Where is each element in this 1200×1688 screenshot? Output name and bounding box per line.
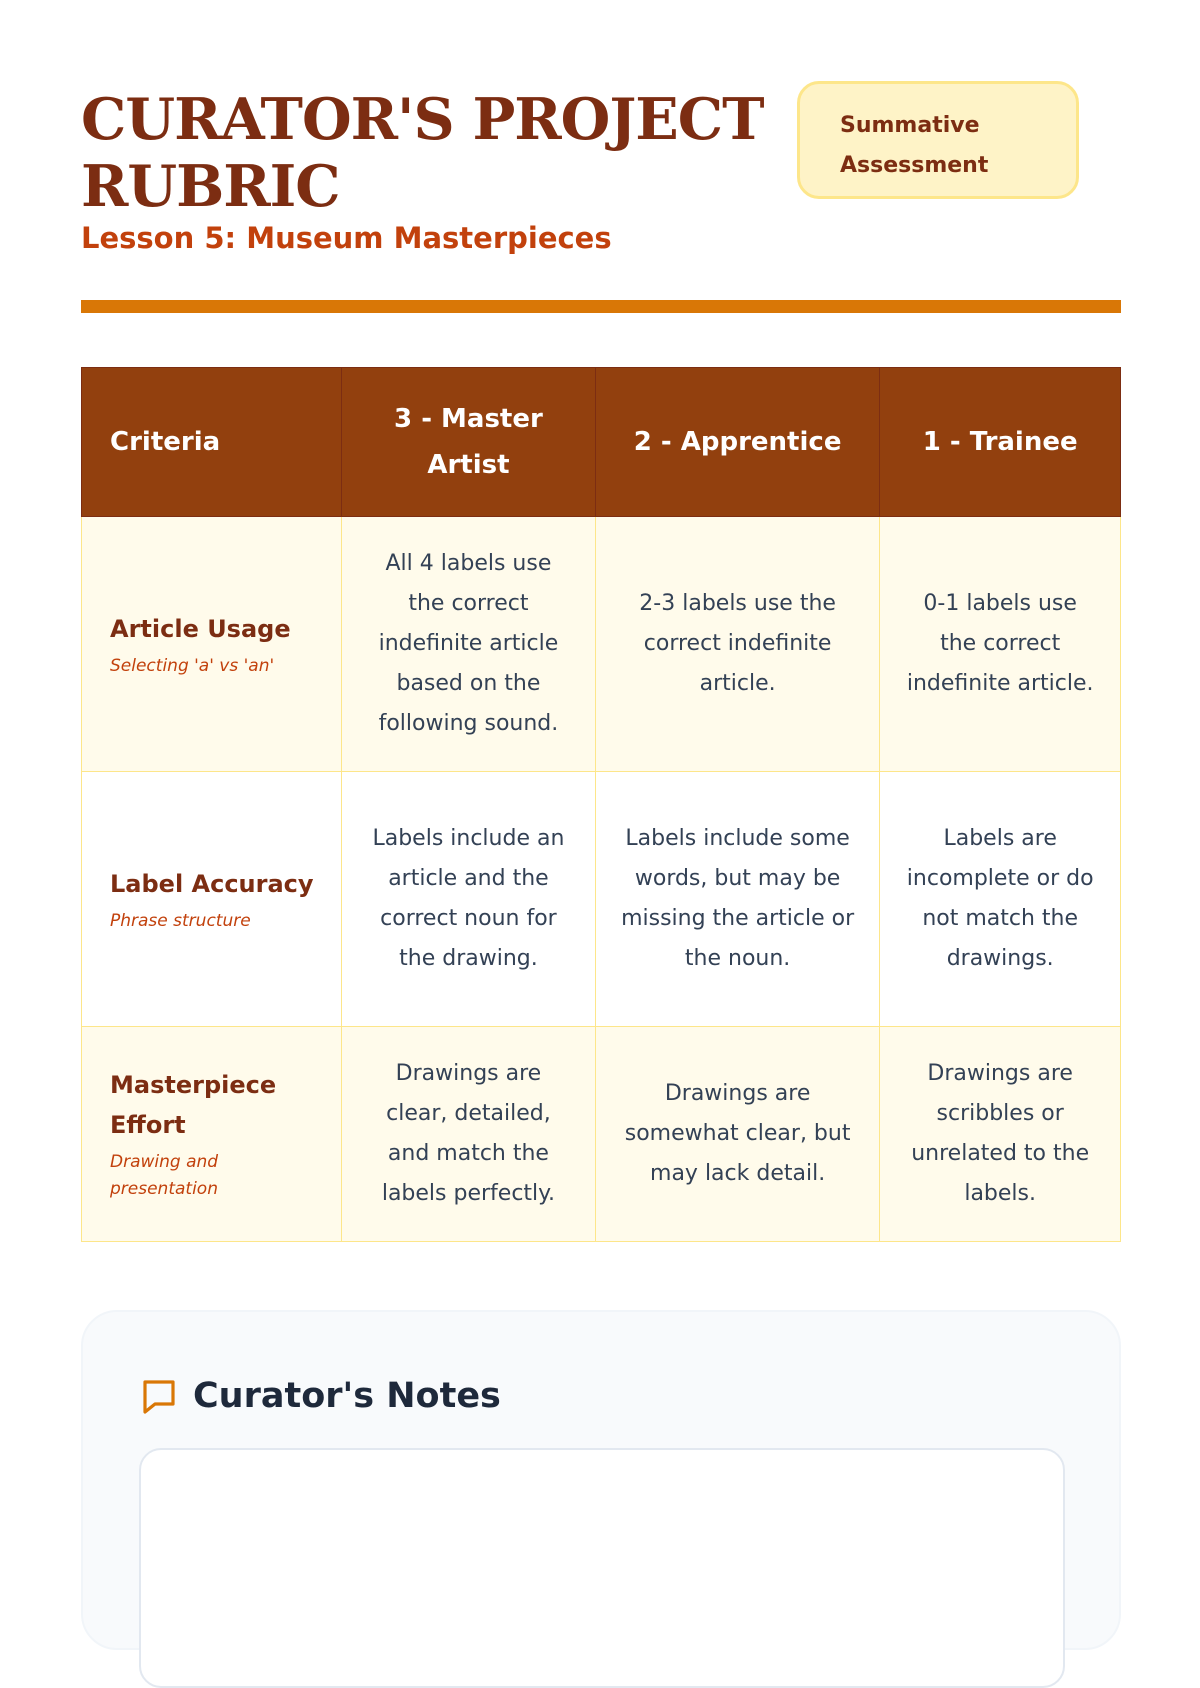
criterion-detail: Drawing and presentation	[110, 1152, 219, 1199]
rubric-row-masterpiece-effort	[82, 1027, 1121, 1242]
rubric-header-row	[82, 368, 1121, 517]
header-divider	[81, 300, 1121, 313]
level-2-cell: 2-3 labels use the correct indefinite article.	[595, 517, 879, 772]
criteria-cell	[82, 772, 342, 1027]
notes-input-area[interactable]	[139, 1448, 1065, 1688]
criteria-cell	[82, 517, 342, 772]
criteria-cell	[82, 1027, 342, 1242]
notes-heading	[139, 1372, 501, 1420]
criterion-detail: Phrase structure	[110, 910, 251, 931]
criterion-name: Article Usage	[110, 614, 291, 643]
header	[81, 86, 1121, 306]
level-3-cell: All 4 labels use the correct indefinite article based on the following sound.	[342, 517, 596, 772]
notes-title: Curator's Notes	[193, 1376, 501, 1416]
lesson-subtitle: Lesson 5: Museum Masterpieces	[81, 221, 612, 255]
level-1-cell: Drawings are scribbles or unrelated to the labels.	[880, 1027, 1121, 1242]
assessment-badge: Summative Assessment	[797, 81, 1079, 199]
rubric-row-label-accuracy	[82, 772, 1121, 1027]
column-header-criteria: Criteria	[82, 368, 342, 517]
column-header-master-artist: 3 - Master Artist	[342, 368, 596, 517]
level-3-cell: Drawings are clear, detailed, and match the labels perfectly.	[342, 1027, 596, 1242]
level-2-cell: Labels include some words, but may be missing the article or the noun.	[595, 772, 879, 1027]
criterion-name: Masterpiece Effort	[110, 1071, 277, 1139]
level-1-cell: 0-1 labels use the correct indefinite article.	[880, 517, 1121, 772]
column-header-trainee: 1 - Trainee	[880, 368, 1121, 517]
criterion-name: Label Accuracy	[110, 869, 314, 898]
column-header-apprentice: 2 - Apprentice	[595, 368, 879, 517]
level-2-cell: Drawings are somewhat clear, but may lack detail.	[595, 1027, 879, 1242]
page-title: CURATOR'S PROJECT RUBRIC	[81, 86, 764, 220]
curators-notes-panel	[81, 1310, 1121, 1650]
rubric-table	[81, 367, 1121, 1242]
level-1-cell: Labels are incomplete or do not match the drawings.	[880, 772, 1121, 1027]
speech-bubble-icon	[139, 1376, 179, 1416]
rubric-row-article-usage	[82, 517, 1121, 772]
level-3-cell: Labels include an article and the correct noun for the drawing.	[342, 772, 596, 1027]
criterion-detail: Selecting 'a' vs 'an'	[110, 655, 275, 676]
